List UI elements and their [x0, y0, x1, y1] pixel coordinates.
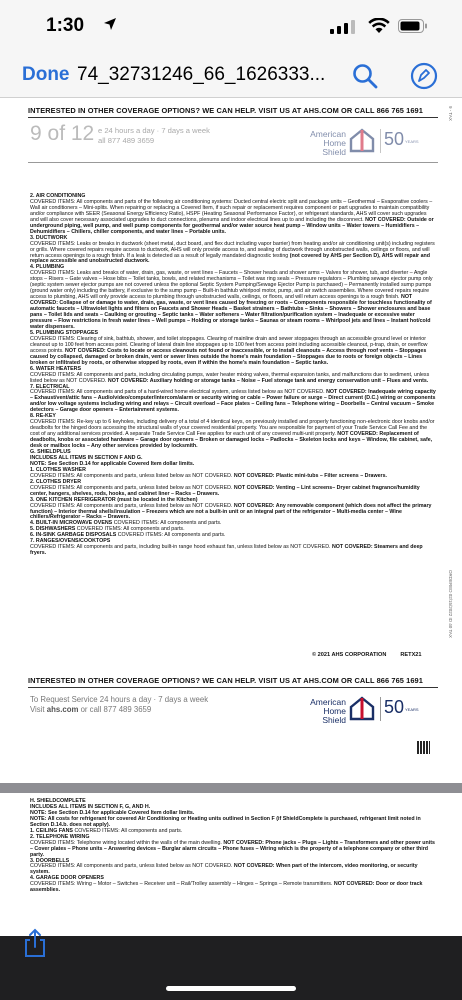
coverage-text — [30, 799, 436, 894]
document-page — [0, 98, 462, 783]
section-text: COVERED ITEMS: Wiring – Motor – Switches – Receiver unit – Rail/Trolley assembly – Hinges – Springs – Remote transmitters. — [30, 881, 333, 888]
section-heading: 3. ONE KITCHEN REFRIGERATOR (must be located in the Kitchen) — [30, 496, 198, 503]
section-text: COVERED ITEMS: All components and parts. — [112, 520, 222, 527]
side-tag-2: ORDERED 02/15/2022 ID 40 TAX — [448, 570, 453, 638]
section-heading: 2. TELEPHONE WIRING — [30, 833, 90, 840]
service-footer: To Request Service 24 hours a day · 7 days a week Visit ahs.com or call 877 489 3659 — [30, 695, 209, 714]
section-heading: NOTE: All costs for refrigerant for covered Air Conditioning or Heating units outlined in Section F (if ShieldComplete is purchased, refrigerant limit noted in Section D.14.b. does not apply). — [30, 815, 421, 828]
header-line-1: e 24 hours a day · 7 days a week — [98, 126, 210, 135]
home-indicator — [166, 986, 296, 991]
coverage-banner-bottom: INTERESTED IN OTHER COVERAGE OPTIONS? WE CAN HELP. VISIT US AT AHS.COM OR CALL 866 765 1691 — [28, 676, 423, 685]
section-heading: 1. CEILING FANS — [30, 827, 73, 834]
section-heading: 7. ELECTRICAL — [30, 383, 70, 390]
section-heading: NOTE: See Section D.14 for applicable Covered Item dollar limits. — [30, 809, 195, 816]
status-bar — [0, 0, 462, 52]
section-text: COVERED ITEMS: All components and parts, including circulating pumps, water heater mixing valves, thermal expansion tanks, and malfunctions due to sediment, unless listed below as NOT COVERED. — [30, 371, 430, 384]
logo-line-1: American — [310, 129, 346, 139]
section-text: COVERED ITEMS: All components and parts, unless listed below as NOT COVERED. — [30, 484, 233, 491]
section-text: COVERED ITEMS: Telephone wiring located within the walls of the main dwelling. — [30, 839, 222, 846]
ahs-logo — [304, 127, 444, 157]
logo-fifty: 50 — [384, 129, 405, 149]
section-text: COVERED ITEMS: All components and parts, unless listed below as NOT COVERED. — [30, 863, 233, 870]
section-heading: 5. DISHWASHERS — [30, 526, 76, 533]
section-text: COVERED ITEMS: All components and parts. — [75, 526, 185, 533]
logo-years: YEARS — [405, 139, 419, 144]
not-covered-text: NOT COVERED: Door or door track assemblies. — [30, 881, 423, 894]
logo-fifty: 50 — [384, 697, 405, 717]
section-heading: 3. DOORBELLS — [30, 857, 70, 864]
search-icon[interactable] — [352, 63, 378, 89]
logo-line-2: Home Shield — [322, 706, 346, 725]
section-text: COVERED ITEMS: Clearing of sink, bathtub, shower, and toilet stoppages. Clearing of mainline drain and sewer stoppages through an accessible ground level or interior cleanout up to 100 feet from access point. Clearing of lateral drain line stoppages up to 100 feet from access point including accessible cleanout, p-trap, drain, or overflow access points. — [30, 335, 428, 354]
section-text: COVERED ITEMS: All components and parts of the following air conditioning systems: Ducted central electric split and package units – Geothermal – Evaporative coolers – Wall air conditioners – Mini-splits. When repairing or replacing a Covered Item, if such repair or replacement requires component or part upgrades to maintain compatibility and/or compliance with SEER (Seasonal Energy Efficiency Ratio), HSPF (Heating Seasonal Performance Factor), or refrigerant standards, AHS will cover such upgrades and will also cover necessary associated upgrades to duct connections, plenums and indoor electrical lines up to and including the disconnect. — [30, 198, 433, 223]
section-heading: H. SHIELDCOMPLETE — [30, 798, 86, 804]
coverage-section — [30, 194, 436, 236]
coverage-section — [30, 498, 436, 522]
status-time: 1:30 — [46, 15, 85, 36]
ahs-link[interactable]: ahs.com — [46, 705, 79, 714]
not-covered-text: NOT COVERED: Any removable component (which does not affect the primary function) – Interior thermal shells/insulation – Freezers which are not a built-in unit or an integral part of the refrigerator – Multi-media center – Wine chillers/Refrigerator – Racks – Drawers. — [30, 502, 432, 521]
coverage-section — [30, 480, 436, 498]
document-viewer[interactable] — [0, 98, 462, 936]
coverage-section — [30, 859, 436, 877]
coverage-section — [30, 385, 436, 415]
coverage-section — [30, 236, 436, 266]
section-heading: 5. PLUMBING STOPPAGES — [30, 329, 99, 336]
section-text: COVERED ITEMS: Re-key up to 6 keyholes, including delivery of a total of 4 identical keys, on previously installed and properly functioning non-electronic door knobs and/or deadbolts for the hinged doors accessing the structural walls of your covered residential property. You are responsible for payment of your Trade Service Call Fee and the cost of any additional services provided. A separate Trade Service Call Fee applies for each unit of any covered multi-unit property. — [30, 419, 435, 438]
not-covered-text: NOT COVERED: Collapse of or damage to water, drain, gas, waste, or vent lines caused by freezing or roots – Components responsible for touchless functionality of automatic faucets – Ultraviolet lights and filters on Faucets and Shower Heads – Basket strainers – Bathtubs – Sinks – Showers – Shower enclosures and base pans – Toilet lids and seats – Caulking or grouting – Septic tanks – Water softeners – Water filtration/purification system – Inadequate or excessive water pressure – Flow restrictions in fresh water lines – Well pumps – Holding or storage tanks – Saunas or steam rooms – Whirlpool jets and lines – Instant hot/cold water dispensers. — [30, 294, 432, 330]
section-heading: INCLUDES ALL ITEMS IN SECTION F AND G. — [30, 454, 143, 461]
coverage-section — [30, 876, 436, 894]
copyright: © 2021 AHS CORPORATION RETX21 — [312, 652, 422, 658]
share-icon[interactable] — [22, 928, 48, 958]
not-covered-text: NOT COVERED: Inadequate wiring capacity – Exhaust/vent/attic fans – Audio/video/computer/intercom/alarm or security wiring or cable – Power failure or surge – Direct current (D.C.) wiring or components and/or low voltage systems including wiring and relays – Circuit overload – Face plates – Ceiling fans – Telephone wiring – Doorbells – Central vacuum – Smoke detectors – Garage door openers – Entertainment systems. — [30, 389, 436, 414]
document-title: 74_32731246_66_1626333... — [77, 64, 326, 85]
header-line-2: all 877 489 3659 — [98, 136, 155, 145]
section-text: COVERED ITEMS: All components and parts of a hard-wired home electrical system, unless listed below as NOT COVERED. — [30, 389, 325, 396]
section-text: COVERED ITEMS: Leaks or breaks in ductwork (sheet metal, duct board, and flex duct including vapor barrier) from heating and/or air conditioning unit(s) including registers or grills. Where covered repairs require access to ductwork, AHS will only provide access to, and sealing of ductwork through unobstructed walls, ceilings or floors, and will return access openings to a rough finish. If a leak is detected as a result of legally mandated diagnostic testing — [30, 240, 435, 259]
section-text: COVERED ITEMS: Leaks and breaks of water, drain, gas, waste, or vent lines – Faucets – Shower heads and shower arms – Valves for shower, tub, and diverter – Angle stops – Risers – Gate valves – Hose bibs – Toilet tanks, bowls, and related mechanisms – Toilet wax ring seals – Pressure regulators – Plumbing sewage ejector pump only (septic system sewer ejector pumps are not covered unless the optional Septic System Pumping/Sewage Ejector Pump is purchased) – Permanently installed sump pumps (ground water only) including the battery, if exclusive to the sump pump – Built-in bathtub whirlpool motor, pump, and air switch assemblies. Where covered repairs require access to plumbing, AHS will only provide access to plumbing through unobstructed walls, ceilings, or floors, and will return access openings to a rough finish. — [30, 270, 433, 301]
section-text: COVERED ITEMS: All components and parts. — [72, 827, 183, 834]
section-heading: 6. WATER HEATERS — [30, 365, 82, 372]
cellular-signal-icon — [330, 20, 356, 34]
not-covered-text: NOT COVERED: Replacement of deadbolts, knobs or associated hardware – Garage door openers – Broken or damaged locks – Padlocks – Skeleton locks and keys – Window, file cabinet, safe, desk or mailbox locks – Any other services provided by locksmith. — [30, 431, 433, 450]
not-covered-text: NOT COVERED: Plastic mini-tubs – Filter screens – Drawers. — [232, 472, 387, 479]
section-heading: 1. CLOTHES WASHER — [30, 466, 86, 473]
divider — [28, 162, 438, 163]
wifi-icon — [368, 18, 390, 34]
section-heading: 3. DUCTWORK — [30, 234, 68, 241]
page-indicator: 9 of 12 — [30, 122, 95, 145]
coverage-section — [30, 539, 436, 557]
section-heading: NOTE: See Section D.14 for applicable Covered Item dollar limits. — [30, 460, 195, 467]
section-heading: 2. AIR CONDITIONING — [30, 193, 86, 199]
section-heading: 4. BUILT-IN MICROWAVE OVENS — [30, 520, 113, 527]
section-heading: 7. RANGES/OVENS/COOKTOPS — [30, 538, 111, 545]
navigation-bar — [0, 52, 462, 98]
section-text: COVERED ITEMS: All components and parts, including built-in range hood exhaust fan, unless listed below as NOT COVERED. — [30, 544, 331, 551]
coverage-banner-top: INTERESTED IN OTHER COVERAGE OPTIONS? WE CAN HELP. VISIT US AT AHS.COM OR CALL 866 765 1691 — [28, 106, 423, 115]
section-heading: 4. PLUMBING — [30, 264, 65, 271]
coverage-section — [30, 331, 436, 367]
not-covered-text: NOT COVERED: Steamers and deep fryers. — [30, 544, 423, 557]
coverage-section — [30, 265, 436, 330]
coverage-text — [30, 194, 436, 557]
markup-pen-icon[interactable] — [410, 62, 438, 90]
not-covered-text: NOT COVERED: Costs to locate or access cleanouts not found or inaccessible, or to install cleanouts – Access through roof vents – Stoppages caused by collapsed, damaged or broken drain, vent or sewer lines outside the home's main foundation – Stoppages due to roots or foreign objects – Lines broken or infiltrated by roots, or otherwise stopped by roots, even if within the home's main foundation – Septic tanks. — [30, 347, 427, 366]
battery-icon — [398, 19, 428, 33]
footer-line-1: To Request Service 24 hours a day · 7 days a week — [30, 695, 209, 704]
not-covered-text: NOT COVERED: When part of the intercom, video monitoring, or security system. — [30, 863, 418, 876]
section-heading: INCLUDES ALL ITEMS IN SECTION F, G, AND H. — [30, 803, 151, 810]
section-text: COVERED ITEMS: All components and parts, unless listed below as NOT COVERED. — [30, 472, 233, 479]
side-tag: 9 - TAX — [448, 106, 453, 121]
not-covered-text: NOT COVERED: Phone jacks – Plugs – Lights – Transformers and other power units – Cover plates – Phone units – Answering devices – Burglar alarm circuits – Phone fuses – Wiring which is the property of a telephone company or other third party. — [30, 839, 435, 858]
location-arrow-icon — [103, 17, 117, 31]
logo-separator — [380, 129, 381, 153]
section-text: COVERED ITEMS: All components and parts. — [116, 532, 226, 539]
section-heading: 6. IN-SINK GARBAGE DISPOSALS — [30, 532, 117, 539]
logo-line-1: American — [310, 697, 346, 707]
coverage-section — [30, 367, 436, 385]
coverage-section — [30, 414, 436, 450]
not-covered-text: (not covered by AHS per Section D), AHS will repair and replace accessible and unobstructed ductwork. — [30, 252, 431, 265]
house-logo-icon — [348, 695, 376, 721]
divider — [28, 117, 438, 118]
logo-line-2: Home Shield — [322, 138, 346, 157]
not-covered-text: NOT COVERED: Auxiliary holding or storage tanks – Noise – Fuel storage tank and energy conservation unit – Flues and vents. — [106, 377, 429, 384]
logo-separator — [380, 697, 381, 721]
divider — [28, 687, 438, 688]
section-heading: 2. CLOTHES DRYER — [30, 478, 82, 485]
coverage-section — [30, 468, 436, 480]
section-heading: 8. RE-KEY — [30, 413, 56, 420]
coverage-section — [30, 835, 436, 859]
ahs-logo-footer — [304, 695, 444, 725]
section-heading: G. SHIELDPLUS — [30, 448, 71, 455]
section-heading: 4. GARAGE DOOR OPENERS — [30, 875, 104, 882]
not-covered-text: NOT COVERED: Outside or underground piping, well pump, and well pump components for geothermal and/or water source heat pump – Window units – Water towers – Humidifiers – Dehumidifiers – Chillers, chiller components, and water lines – Portable units. — [30, 216, 434, 235]
qr-code — [417, 741, 430, 754]
done-button[interactable]: Done — [22, 64, 70, 85]
house-logo-icon — [348, 127, 376, 153]
section-text: COVERED ITEMS: All components and parts, unless listed below as NOT COVERED. — [30, 502, 233, 509]
not-covered-text: NOT COVERED: Venting – Lint screens– Dryer cabinet fragrance/humidity center, hangers, shelves, rods, hooks, and cabinet liner – Racks – Drawers. — [30, 484, 420, 497]
document-page — [0, 793, 462, 936]
logo-years: YEARS — [405, 707, 419, 712]
